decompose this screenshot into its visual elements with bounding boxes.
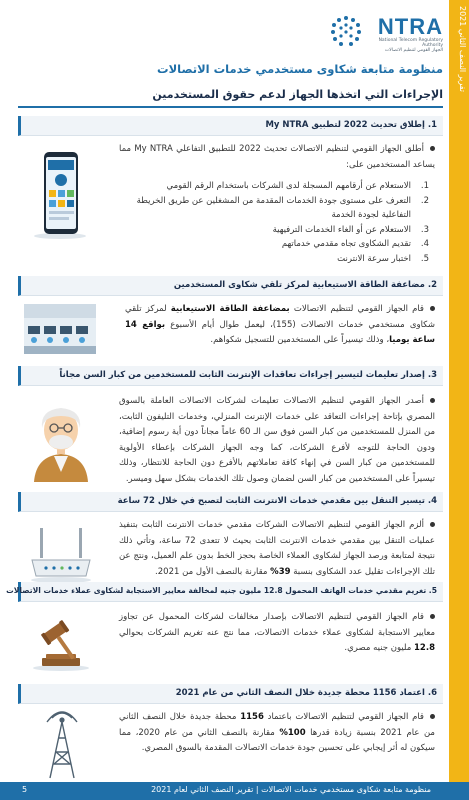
section-2-text-part: لمركز تلقي شكاوى مستخدمي خدمات الاتصالات (155)، ليعمل طوال أيام الأسبوع xyxy=(125,304,436,330)
section-2-text-part: ، وذلك تيسيراً على المستخدمين للتسجيل شكواهم. xyxy=(210,335,390,345)
section-5-title: 5. تغريم مقدمي خدمات الهاتف المحمول 12.8 مليون جنيه لمخالفة معايير الاستجابة لشكاوى عملاء خدمات الاتصالات xyxy=(6,586,437,595)
section-4-text xyxy=(119,518,435,580)
gavel-icon xyxy=(28,612,94,672)
page-number: 5 xyxy=(22,785,28,794)
section-2-text xyxy=(125,302,435,349)
system-title: منظومة متابعة شكاوى مستخدمي خدمات الاتصالات xyxy=(157,62,443,76)
bullet-icon xyxy=(430,714,435,719)
section-4-text-part: مقارنة بالنصف الأول من 2021. xyxy=(155,566,271,577)
section-4 xyxy=(18,492,443,596)
section-1-intro-text: أطلق الجهاز القومي لتنظيم الاتصالات تحديث 2022 للتطبيق التفاعلي My NTRA مما يساعد المستخدمين على: xyxy=(119,144,435,170)
section-5-text-bold: 12.8 xyxy=(414,643,435,653)
list-item-number: 1. xyxy=(420,181,429,191)
list-item xyxy=(119,252,435,267)
side-stripe xyxy=(449,0,469,800)
section-3 xyxy=(18,366,443,508)
list-item-number: 3. xyxy=(420,224,429,235)
page-header xyxy=(18,12,443,82)
bullet-icon xyxy=(430,146,435,151)
section-3-body xyxy=(18,386,443,508)
section-3-text xyxy=(119,394,435,487)
page-footer xyxy=(0,782,469,800)
section-4-text-bold: 39% xyxy=(270,566,291,577)
section-2-text-part: قام الجهاز القومي لتنظيم الاتصالات xyxy=(289,304,425,314)
logo-subtitle xyxy=(365,38,443,53)
call-center-image xyxy=(24,304,96,354)
section-6-text-part: قام الجهاز القومي لتنظيم الاتصالات باعتماد xyxy=(263,712,424,722)
section-2-content xyxy=(125,302,435,349)
section-2-text-bold: بمضاعفة الطاقة الاستيعابية xyxy=(170,304,290,314)
section-1-header xyxy=(18,116,443,136)
bullet-icon xyxy=(430,306,435,311)
list-item xyxy=(119,237,435,252)
ntra-logo-icon xyxy=(329,14,363,48)
section-4-title: 4. تيسير التنقل بين مقدمي خدمات الانترنت الثابت لتصبح في خلال 72 ساعة xyxy=(117,496,437,506)
section-2-body xyxy=(18,296,443,366)
section-3-text-body: أصدر الجهاز القومي لتنظيم الاتصالات تعليمات لشركات الاتصالات العاملة بالسوق المصري بإتاحة إجراءات التعاقد على خدمات الإنترنت المنزلي، وخدمات التليفون الثابت، من المنزل للمستخدمين من كبار السن فوق سن الـ 60 عاماً مجاناً دون أية رسوم إضافية، ودون الحاجة للتوجه لأفرع الشركات، كما وجه الجهاز الشركات بإعطاء الأولوية للمستخدمين من كبار السن في إنهاء كافة تعاملاتهم بالأفرع دون الحاجة للانتظار، وذلك تيسيراً على المستخدمين من كبار السن لضمان وصول تلك الخدمات بشكل سهل وميسر. xyxy=(119,396,435,484)
section-3-header xyxy=(18,366,443,386)
section-6-text xyxy=(119,710,435,757)
list-item-text: الاستعلام عن أرقامهم المسجلة لدى الشركات باستخدام الرقم القومي xyxy=(166,181,411,191)
section-5-header xyxy=(6,582,443,602)
section-4-text-part: ألزم الجهاز القومي لتنظيم الاتصالات الشركات مقدمي خدمات الانترنت الثابت بتنفيذ عمليات التنقل بين مقدمي خدمات الانترنت الثابت بحيث لا تتعدى 72 ساعة، وتأتي ذلك نتيجة لمتابعة ورصد الجهاز لشكاوى العملاء الخاصة بحجز الخط بدون علم العميل، ونتج عن تلك الإجراءات تقليل عدد الشكاوى بنسبة xyxy=(119,520,435,577)
section-6-header xyxy=(18,684,443,704)
list-item-text: تقديم الشكاوى تجاه مقدمي خدماتهم xyxy=(281,239,411,249)
cell-tower-icon xyxy=(34,708,90,780)
section-5-text xyxy=(119,610,435,657)
section-3-title: 3. إصدار تعليمات لتيسير إجراءات تعاقدات الإنترنت الثابت للمستخدمين من كبار السن مجاناً xyxy=(59,370,437,380)
section-2 xyxy=(18,276,443,366)
router-icon xyxy=(26,522,96,584)
section-3-content xyxy=(119,394,435,487)
list-item xyxy=(119,194,435,223)
logo-name: NTRA xyxy=(377,14,443,39)
elderly-man-icon xyxy=(28,400,94,482)
section-5-text-part: مليون جنيه مصري. xyxy=(344,643,415,653)
section-1-title: 1. إطلاق تحديث 2022 لتطبيق My NTRA xyxy=(265,120,437,130)
bullet-icon xyxy=(430,614,435,619)
section-6-text-bold: 100% xyxy=(279,727,306,738)
section-1-body xyxy=(18,136,443,276)
list-item-number: 2. xyxy=(420,195,429,206)
list-item-number: 5. xyxy=(420,253,429,264)
list-item xyxy=(119,179,435,194)
logo-sub-en: National Telecom Regulatory Authority xyxy=(378,38,443,48)
section-4-header xyxy=(18,492,443,512)
list-item-text: اختبار سرعة الانترنت xyxy=(337,253,411,264)
phone-app-icon xyxy=(30,150,90,240)
section-1 xyxy=(18,116,443,276)
list-item xyxy=(119,223,435,238)
section-2-header xyxy=(18,276,443,296)
section-5-content xyxy=(119,610,435,657)
banner-title: الإجراءات التي اتخذها الجهاز لدعم حقوق المستخدمين xyxy=(152,88,443,101)
section-5 xyxy=(6,582,443,686)
section-5-body xyxy=(18,602,443,686)
list-item-number: 4. xyxy=(420,239,429,249)
section-1-content xyxy=(119,142,435,266)
side-label: تقرير النصف الثاني 2021 xyxy=(458,6,467,93)
bullet-icon xyxy=(430,398,435,403)
page-banner xyxy=(18,88,443,108)
section-6-content xyxy=(119,710,435,757)
section-6 xyxy=(18,684,443,780)
list-item-text: الاستعلام عن أو الغاء الخدمات الترفيهية xyxy=(272,224,411,235)
section-2-text-bold: بواقع 14 ساعة يوميا xyxy=(125,319,435,345)
section-6-body xyxy=(18,704,443,780)
logo-sub-ar: الجهاز القومي لتنظيم الاتصالات xyxy=(384,48,443,53)
section-4-content xyxy=(119,518,435,580)
section-1-list xyxy=(119,179,435,266)
section-2-title: 2. مضاعفة الطاقة الاستيعابية لمركز تلقي شكاوى المستخدمين xyxy=(173,280,437,290)
section-6-text-part: محطة جديدة خلال النصف الثاني من عام 2021 بنسبة زيادة قدرها xyxy=(119,712,435,738)
footer-text: منظومة متابعة شكاوى مستخدمي خدمات الاتصالات | تقرير النصف الثاني لعام 2021 xyxy=(151,785,431,794)
section-5-text-part: قام الجهاز القومي لتنظيم الاتصالات بإصدار مخالفات لشركات المحمول عن تجاوز معايير الاستجابة لشكاوى عملاء خدمات الاتصالات، مما نتج عنه تغريم الشركات بحوالي xyxy=(119,612,435,638)
section-6-title: 6. اعتماد 1156 محطة جديدة خلال النصف الثاني من عام 2021 xyxy=(175,688,437,698)
list-item-text: التعرف على مستوى جودة الخدمات المقدمة من المشغلين عن طريق الخريطة التفاعلية لجودة الخدمة xyxy=(136,195,411,220)
section-6-text-part: مقارنة بالنصف الثاني من عام 2020، مما سيكون له أثر إيجابي على تحسين جودة خدمات الاتصالات المقدمة بالسوق المصري. xyxy=(119,727,435,753)
section-1-intro xyxy=(119,142,435,173)
ntra-logo xyxy=(318,12,443,52)
section-6-text-bold: 1156 xyxy=(240,712,264,722)
bullet-icon xyxy=(430,522,435,527)
